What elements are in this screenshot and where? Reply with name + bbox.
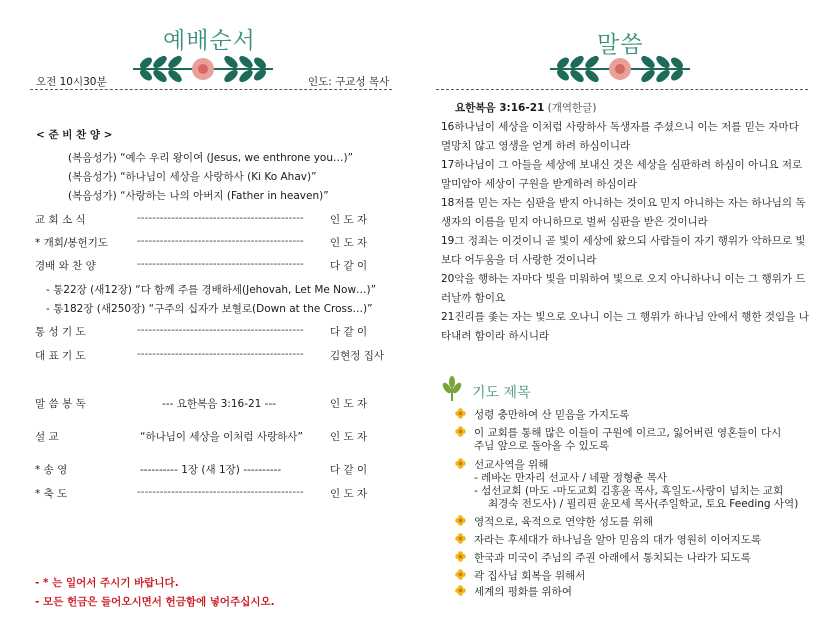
verse-18: 18저를 믿는 자는 심판을 받지 아니하는 것이요 믿지 아니하는 자는 하나님의 독생자의 이름을 믿지 아니하므로 벌써 심판을 받은 것이니라 [441, 197, 806, 228]
prayer-sub-item-cont: 최경숙 전도사) / 필리핀 윤모세 목사(주일학교, 토요 Feeding 사역) [488, 498, 799, 510]
prayer-item: 선교사역을 위해 [474, 459, 549, 471]
sermon-who: 인 도 자 [330, 431, 368, 443]
divider [436, 89, 808, 90]
flower-bullet-icon [455, 515, 466, 526]
scripture-ref: --- 요한복음 3:16-21 --- [162, 398, 277, 410]
order-item-label: 교 회 소 식 [35, 214, 86, 226]
praise-song: (복음성가) “하나님이 세상을 사랑하사 (Ki Ko Ahav)” [68, 171, 317, 183]
order-item-dash: -------------------------------------------- [137, 324, 304, 336]
scripture-reference: 요한복음 3:16-21 [455, 102, 545, 114]
prayer-item-cont: 주님 앞으로 돌아올 수 있도록 [474, 440, 610, 452]
verse-19: 19그 정죄는 이것이니 곧 빛이 세상에 왔으되 사람들이 자기 행위가 악하므로 빛보다 어두움을 더 사랑한 것이니라 [441, 235, 806, 266]
note-stand: - * 는 일어서 주시기 바랍니다. [35, 577, 179, 589]
order-item-label: * 개회/봉헌기도 [35, 237, 108, 249]
order-item-who: 김현정 집사 [330, 350, 385, 362]
prayer-title: 기도 제목 [472, 385, 531, 401]
word-title: 말씀 [597, 32, 644, 58]
order-item-who: 다 같 이 [330, 326, 368, 338]
verse-16: 16하나님이 세상을 이처럼 사랑하사 독생자를 주셨으니 이는 저를 믿는 자마다 멸망치 않고 영생을 얻게 하려 하심이니라 [441, 121, 799, 152]
scripture-who: 인 도 자 [330, 398, 368, 410]
prayer-item: 영적으로, 육적으로 연약한 성도를 위해 [474, 516, 653, 528]
order-item-dash: -------------------------------------------- [137, 348, 304, 360]
flower-bullet-icon [455, 551, 466, 562]
note-offering: - 모든 헌금은 들어오시면서 헌금함에 넣어주십시오. [35, 596, 275, 608]
prayer-sub-item: - 레바논 만자리 선교사 / 네팔 정형춘 목사 [474, 472, 667, 484]
flower-bullet-icon [455, 585, 466, 596]
sermon-label: 설 교 [35, 431, 59, 443]
praise-heading: < 준 비 찬 양 > [36, 129, 113, 141]
flower-bullet-icon [455, 408, 466, 419]
service-leader: 인도: 구교성 목사 [308, 76, 390, 88]
flower-bullet-icon [455, 458, 466, 469]
divider [30, 89, 392, 90]
order-item-label: 대 표 기 도 [35, 350, 86, 362]
song-label: * 송 영 [35, 464, 68, 476]
flower-bullet-icon [455, 569, 466, 580]
blessing-dash: -------------------------------------------- [137, 486, 304, 498]
prayer-item: 세계의 평화를 위하여 [474, 586, 572, 598]
verse-20: 20악을 행하는 자마다 빛을 미워하여 빛으로 오지 아니하나니 이는 그 행위가 드러날까 함이요 [441, 273, 806, 304]
scripture-label: 말 씀 봉 독 [35, 398, 86, 410]
leaf-flower-ornament [128, 52, 278, 86]
order-item-label: 통 성 기 도 [35, 326, 86, 338]
sermon-title: “하나님이 세상을 이처럼 사랑하사” [140, 431, 303, 443]
prayer-item: 성령 충만하여 산 믿음을 가지도록 [474, 409, 630, 421]
order-item-dash: -------------------------------------------- [137, 235, 304, 247]
hymn-item: - 통182장 (새250장) “구주의 십자가 보혈로(Down at the Cross…)” [46, 303, 373, 315]
song-title: ---------- 1장 (새 1장) ---------- [140, 464, 282, 476]
order-item-who: 다 같 이 [330, 260, 368, 272]
blessing-who: 인 도 자 [330, 488, 368, 500]
song-who: 다 같 이 [330, 464, 368, 476]
order-item-who: 인 도 자 [330, 214, 368, 226]
order-item-dash: -------------------------------------------- [137, 212, 304, 224]
prayer-sub-item: - 섬선교회 (마도 -마도교회 김홍윤 목사, 흑일도-사랑이 넘치는 교회 [474, 485, 784, 497]
praise-song: (복음성가) “예수 우리 왕이여 (Jesus, we enthrone you…)” [68, 152, 354, 164]
order-of-worship-title: 예배순서 [163, 28, 256, 54]
flower-bullet-icon [455, 533, 466, 544]
prayer-item: 이 교회를 통해 많은 이들이 구원에 이르고, 잃어버린 영혼들이 다시 [474, 427, 782, 439]
praise-song: (복음성가) “사랑하는 나의 아버지 (Father in heaven)” [68, 190, 329, 202]
scripture-version: (개역한글) [547, 102, 597, 114]
blessing-label: * 축 도 [35, 488, 68, 500]
leaf-flower-ornament [545, 52, 695, 86]
service-time: 오전 10시30분 [36, 76, 107, 88]
order-item-dash: -------------------------------------------- [137, 258, 304, 270]
order-item-who: 인 도 자 [330, 237, 368, 249]
scripture-heading [455, 100, 596, 115]
leaf-icon [441, 376, 463, 402]
prayer-item: 한국과 미국이 주님의 주권 아래에서 통치되는 나라가 되도록 [474, 552, 751, 564]
order-item-label: 경배 와 찬 양 [35, 260, 96, 272]
flower-bullet-icon [455, 426, 466, 437]
prayer-item: 자라는 후세대가 하나님을 알아 믿음의 대가 영원히 이어지도록 [474, 534, 762, 546]
verse-17: 17하나님이 그 아들을 세상에 보내신 것은 세상을 심판하려 하심이 아니요 저로 말미암아 세상이 구원을 받게하려 하심이라 [441, 159, 803, 190]
hymn-item: - 통22장 (새12장) “다 함께 주를 경배하세(Jehovah, Let Me Now…)” [46, 284, 377, 296]
verse-21: 21진리를 좇는 자는 빛으로 오나니 이는 그 행위가 하나님 안에서 행한 것임을 나타내려 함이라 하시니라 [441, 311, 809, 342]
prayer-item: 곽 집사님 회복을 위해서 [474, 570, 586, 582]
